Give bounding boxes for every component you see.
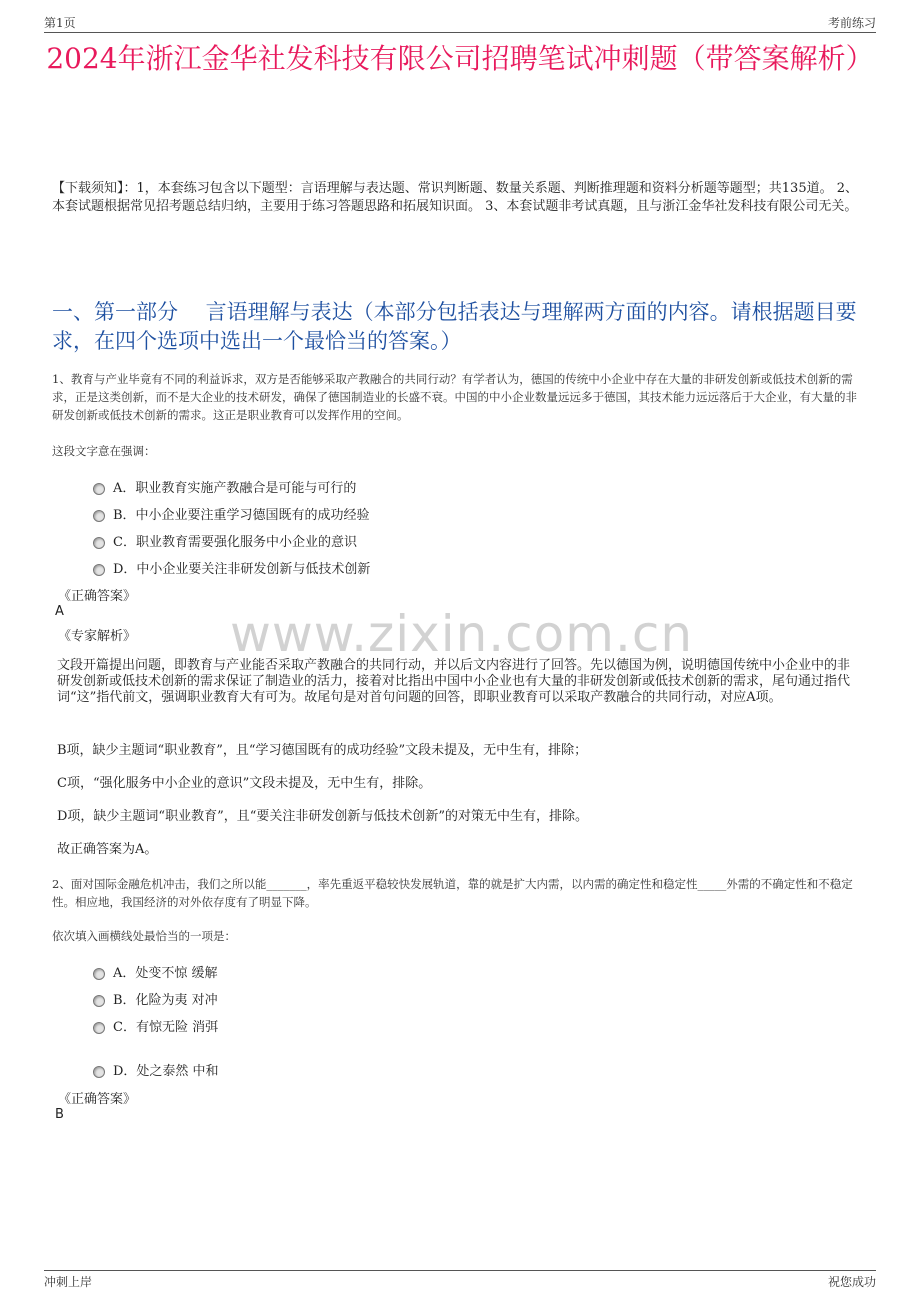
question-1-option-d[interactable] xyxy=(93,558,370,576)
radio-icon[interactable] xyxy=(93,510,105,522)
question-1-analysis-conclusion: 故正确答案为A。 xyxy=(57,842,158,857)
option-label: C．职业教育需要强化服务中小企业的意识 xyxy=(113,534,357,550)
option-label: A．处变不惊 缓解 xyxy=(113,965,218,981)
question-1-analysis-main: 文段开篇提出问题，即教育与产业能否采取产教融合的共同行动，并以后文内容进行了回答。先以德国为例，说明德国传统中小企业中的非研发创新或低技术创新的需求保证了制造业的活力，接着对比指出中国中小企业也有大量的非研发创新或低技术创新的需求，尾句通过指代词“这”指代前文，强调职业教育大有可为。故尾句是对首句问题的回答，即职业教育可以采取产教融合的共同行动，对应A项。 xyxy=(57,658,851,705)
question-1-analysis-d: D项，缺少主题词“职业教育”，且“要关注非研发创新与低技术创新”的对策无中生有，排除。 xyxy=(57,809,589,824)
header-divider xyxy=(44,32,876,33)
option-label: A．职业教育实施产教融合是可能与可行的 xyxy=(113,480,357,496)
question-2-option-a[interactable] xyxy=(93,962,218,980)
radio-icon[interactable] xyxy=(93,1022,105,1034)
question-1-analysis-b: B项，缺少主题词“职业教育”，且“学习德国既有的成功经验”文段未提及，无中生有，排除； xyxy=(57,743,588,758)
option-label: B．中小企业要注重学习德国既有的成功经验 xyxy=(113,507,370,523)
question-2-answer-label: 《正确答案》 xyxy=(58,1092,137,1107)
question-1-analysis-label: 《专家解析》 xyxy=(58,629,137,644)
question-1-option-c[interactable] xyxy=(93,531,357,549)
question-1-analysis-c: C项，“强化服务中小企业的意识”文段未提及，无中生有，排除。 xyxy=(57,776,432,791)
radio-icon[interactable] xyxy=(93,968,105,980)
download-notice: 【下载须知】：1，本套练习包含以下题型：言语理解与表达题、常识判断题、数量关系题、判断推理题和资料分析题等题型；共135道。 2、本套试题根据常见招考题总结归纳，主要用于练习答题思路和拓展知识面。 3、本套试题非考试真题，且与浙江金华社发科技有限公司无关。 xyxy=(52,181,858,214)
radio-icon[interactable] xyxy=(93,995,105,1007)
radio-icon[interactable] xyxy=(93,564,105,576)
header-category: 考前练习 xyxy=(827,16,876,30)
question-2-answer: B xyxy=(55,1107,64,1122)
option-label: C．有惊无险 消弭 xyxy=(113,1019,219,1035)
footer-left-text: 冲刺上岸 xyxy=(44,1275,93,1289)
option-label: D．处之泰然 中和 xyxy=(113,1063,219,1079)
question-1-option-b[interactable] xyxy=(93,504,370,522)
document-title: 2024年浙江金华社发科技有限公司招聘笔试冲刺题（带答案解析） xyxy=(46,42,874,75)
question-2-text: 2、面对国际金融危机冲击，我们之所以能_______，率先重返平稳较快发展轨道，靠的就是扩大内需，以内需的确定性和稳定性_____外需的不确定性和不稳定性。相应地，我国经济的对外依存度有了明显下降。 xyxy=(52,877,853,909)
question-1-answer-label: 《正确答案》 xyxy=(58,589,137,604)
question-2-option-b[interactable] xyxy=(93,989,218,1007)
question-2-option-d[interactable] xyxy=(93,1060,219,1078)
footer-right-text: 祝您成功 xyxy=(827,1275,876,1289)
option-label: B．化险为夷 对冲 xyxy=(113,992,218,1008)
header-page-number: 第1页 xyxy=(44,16,76,30)
question-1-prompt: 这段文字意在强调： xyxy=(52,444,156,458)
question-1-answer: A xyxy=(55,604,64,619)
watermark: www.zixin.com.cn xyxy=(230,605,694,663)
radio-icon[interactable] xyxy=(93,1066,105,1078)
question-1-text: 1、教育与产业毕竟有不同的利益诉求，双方是否能够采取产教融合的共同行动？有学者认为，德国的传统中小企业中存在大量的非研发创新或低技术创新的需求，正是这类创新，而不是大企业的技术研发，确保了德国制造业的长盛不衰。中国的中小企业数量远远多于德国，其技术能力远远落后于大企业，有大量的非研发创新或低技术创新的需求。这正是职业教育可以发挥作用的空间。 xyxy=(52,372,857,422)
option-label: D．中小企业要关注非研发创新与低技术创新 xyxy=(113,561,371,577)
radio-icon[interactable] xyxy=(93,483,105,495)
section-heading: 一、第一部分 言语理解与表达（本部分包括表达与理解两方面的内容。请根据题目要求，在四个选项中选出一个最恰当的答案。） xyxy=(52,300,857,353)
footer-divider xyxy=(44,1270,876,1271)
question-2-option-c[interactable] xyxy=(93,1016,218,1034)
radio-icon[interactable] xyxy=(93,537,105,549)
question-2-prompt: 依次填入画横线处最恰当的一项是： xyxy=(52,929,236,943)
question-1-option-a[interactable] xyxy=(93,477,356,495)
